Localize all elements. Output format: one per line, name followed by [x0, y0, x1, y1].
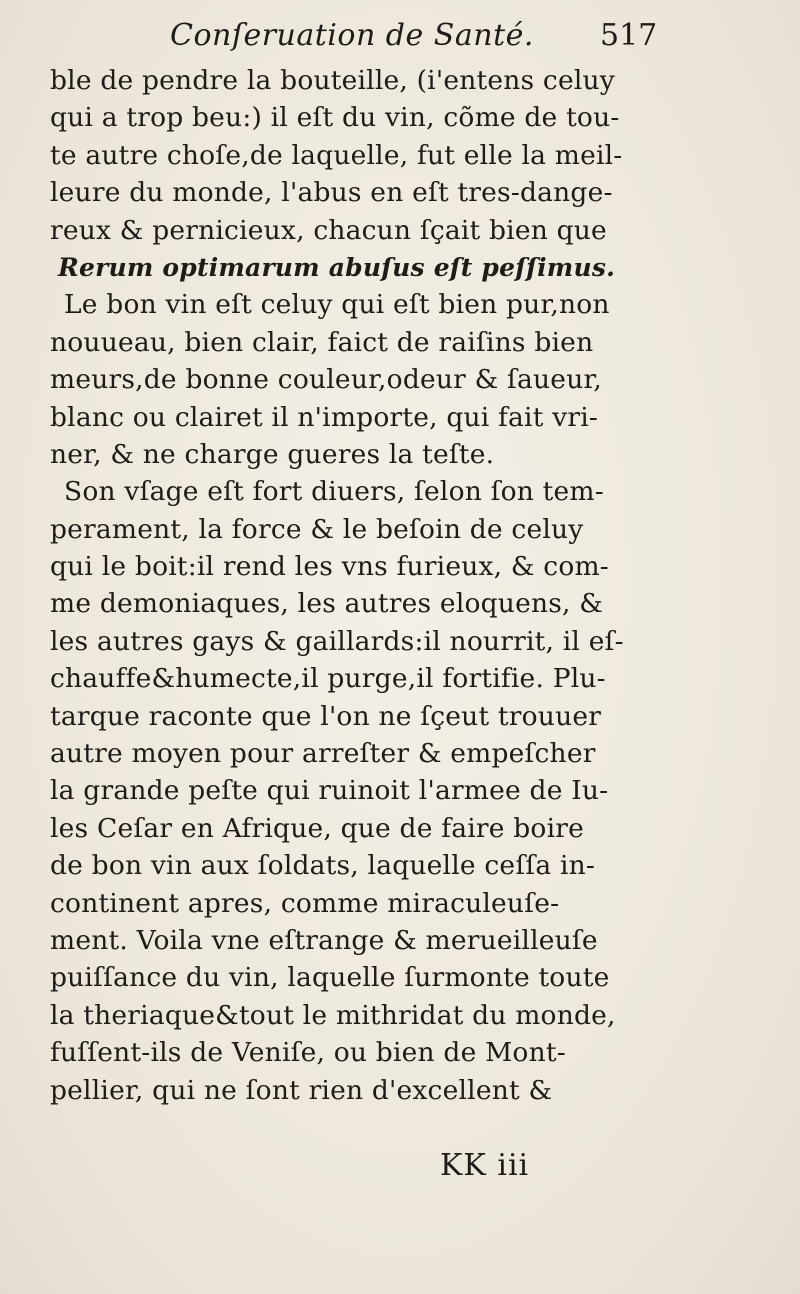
- text-line: chauffe&humecte,il purge,il fortifie. Plu-: [50, 663, 606, 695]
- text-line: les Ceſar en Afrique, que de faire boire: [50, 812, 585, 844]
- text-line: te autre choſe,de laquelle, fut elle la meil-: [50, 139, 623, 171]
- latin-maxim: Rerum optimarum abuſus eſt peſſimus.: [58, 252, 616, 282]
- text-line: reux & pernicieux, chacun ſçait bien que: [50, 214, 607, 246]
- text-line: blanc ou clairet il n'importe, qui fait vri-: [50, 401, 599, 433]
- text-line: la grande peſte qui ruinoit l'armee de Iu-: [50, 775, 609, 807]
- text-line: meurs,de bonne couleur,odeur & ſaueur,: [50, 364, 603, 396]
- body-text: [50, 62, 700, 1109]
- text-line: les autres gays & gaillards:il nourrit, il eſ-: [50, 625, 624, 657]
- text-line: ble de pendre la bouteille, (i'entens celuy: [50, 65, 615, 96]
- text-line: de bon vin aux ſoldats, laquelle ceſſa in-: [50, 850, 596, 882]
- running-head: [0, 10, 800, 58]
- text-line: autre moyen pour arreſter & empeſcher: [50, 738, 596, 770]
- page-number: 517: [600, 18, 658, 53]
- text-line: me demoniaques, les autres eloquens, &: [50, 588, 604, 620]
- text-line: tarque raconte que l'on ne ſçeut trouuer: [50, 700, 602, 732]
- text-line: qui a trop beu:) il eſt du vin, cõme de tou-: [50, 102, 620, 134]
- text-line: perament, la force & le beſoin de celuy: [50, 513, 584, 545]
- text-line: continent apres, comme miraculeuſe-: [50, 887, 560, 919]
- text-line: fuſſent-ils de Veniſe, ou bien de Mont-: [50, 1037, 566, 1069]
- paragraph-start: Le bon vin eſt celuy qui eſt bien pur,non: [64, 289, 610, 321]
- text-line: puiſſance du vin, laquelle ſurmonte toute: [50, 962, 610, 994]
- text-line: pellier, qui ne ſont rien d'excellent &: [50, 1074, 553, 1106]
- text-line: leure du monde, l'abus en eſt tres-dange-: [50, 177, 613, 209]
- text-line: qui le boit:il rend les vns furieux, & com-: [50, 551, 609, 583]
- text-line: ment. Voila vne eſtrange & merueilleuſe: [50, 924, 598, 956]
- text-line: ner, & ne charge gueres la teſte.: [50, 438, 495, 470]
- text-line: la theriaque&tout le mithridat du monde,: [50, 999, 616, 1031]
- paragraph-start: Son vſage eſt fort diuers, ſelon ſon tem-: [64, 476, 604, 508]
- signature-mark: KK iii: [440, 1148, 530, 1183]
- running-head-title: Conſeruation de Santé.: [170, 18, 534, 53]
- text-line: nouueau, bien clair, faict de raiſins bien: [50, 326, 594, 358]
